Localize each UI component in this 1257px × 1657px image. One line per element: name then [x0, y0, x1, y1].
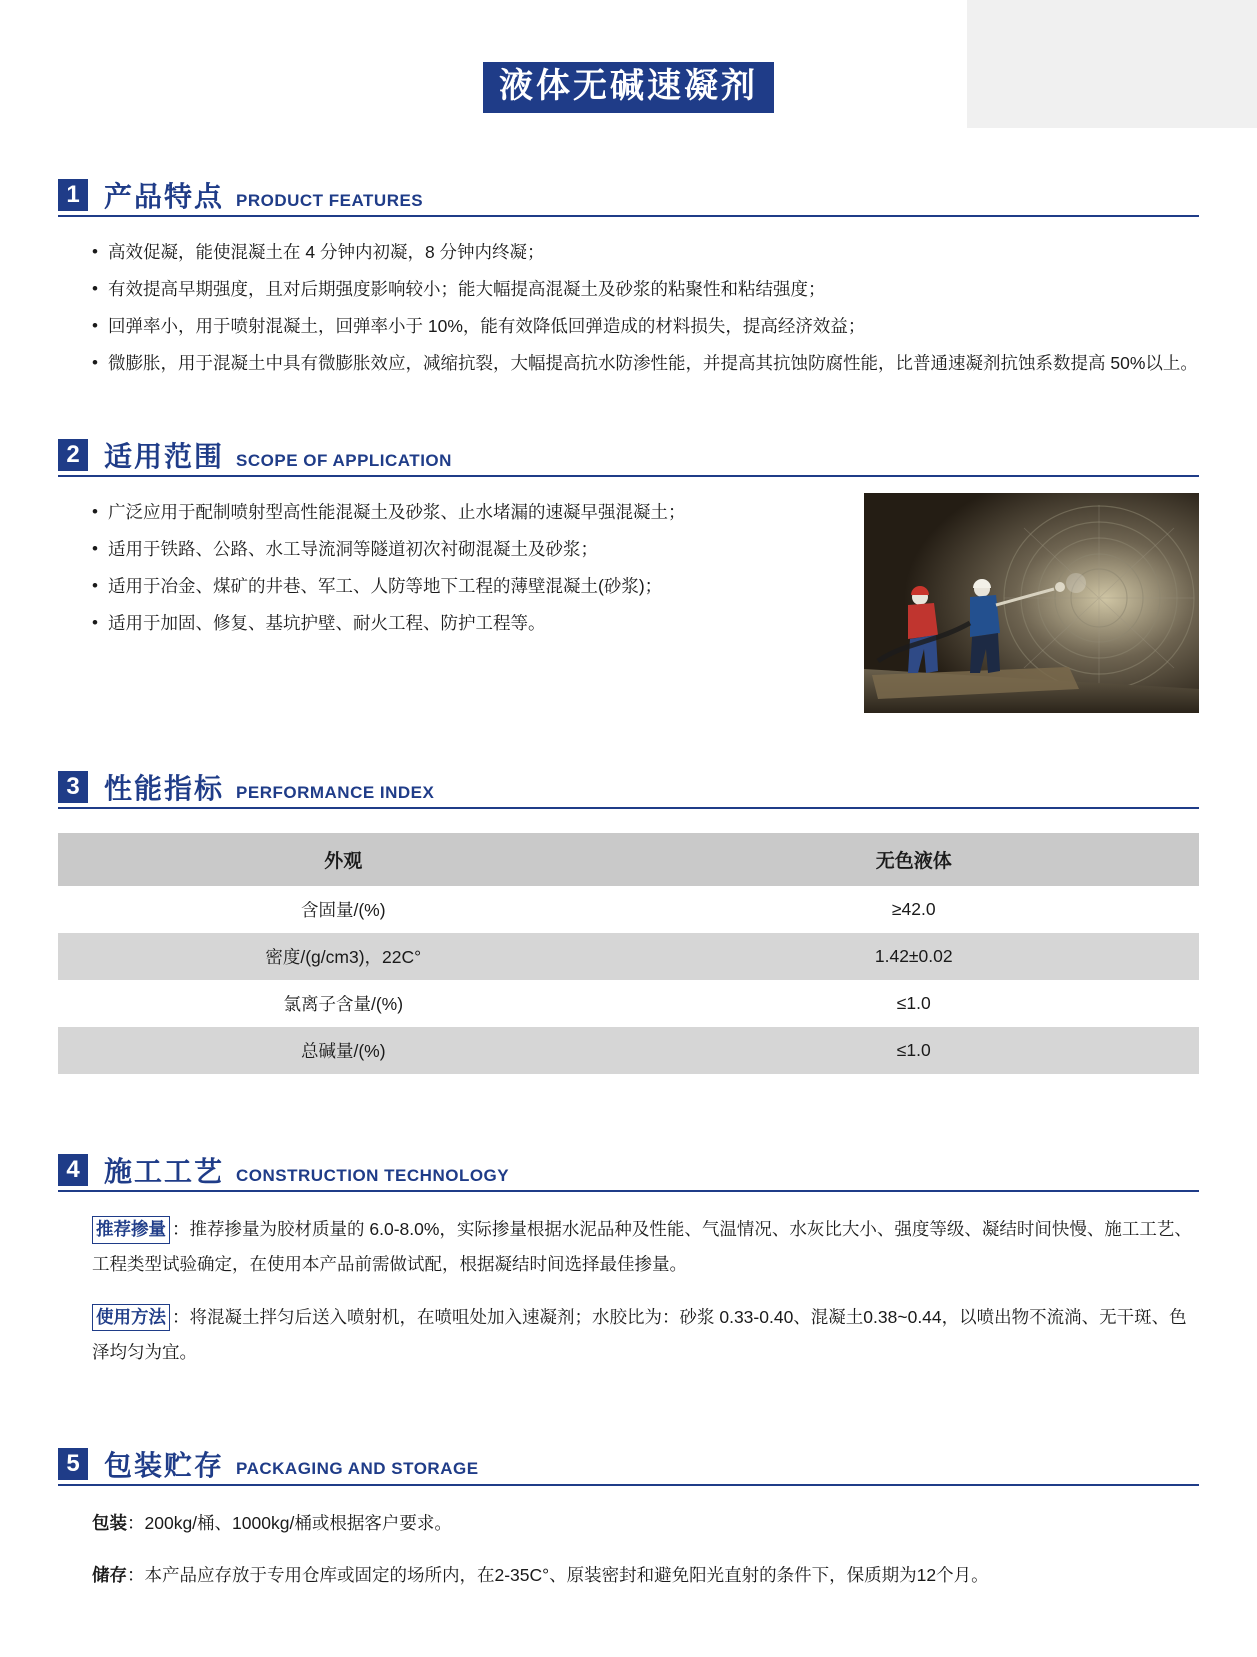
list-item: • 广泛应用于配制喷射型高性能混凝土及砂浆、止水堵漏的速凝早强混凝土；	[92, 495, 850, 530]
section-header	[58, 179, 1199, 217]
packaging-line	[92, 1506, 1199, 1541]
section-packaging-and-storage	[58, 1448, 1199, 1594]
table-header-item: 外观	[58, 833, 629, 886]
table-cell-item: 含固量/(%)	[58, 886, 629, 933]
table-cell-value: ≤1.0	[629, 1027, 1200, 1074]
section-number: 5	[58, 1448, 88, 1480]
page-bottom-spacer	[58, 1611, 1199, 1657]
storage-label: 储存	[92, 1565, 127, 1586]
dosage-paragraph	[92, 1212, 1199, 1282]
section-title-cn: 适用范围	[104, 441, 225, 473]
scope-list	[58, 495, 850, 643]
packaging-text: ：200kg/桶、1000kg/桶或根据客户要求。	[127, 1512, 452, 1533]
section-header	[58, 439, 1199, 477]
usage-tag: 使用方法	[92, 1304, 170, 1331]
dosage-text: ：推荐掺量为胶材质量的 6.0-8.0%，实际掺量根据水泥品种及性能、气温情况、水灰比大小、强度等级、凝结时间快慢、施工工艺、工程类型试验确定，在使用本产品前需做试配，根据凝结时间选择最佳掺量。	[92, 1219, 1192, 1275]
section-title-cn: 施工工艺	[104, 1156, 225, 1188]
title-area	[58, 0, 1199, 121]
table-row	[58, 1027, 1199, 1074]
section-header	[58, 771, 1199, 809]
list-item: • 适用于铁路、公路、水工导流洞等隧道初次衬砌混凝土及砂浆；	[92, 532, 850, 567]
section-title-en: PACKAGING AND STORAGE	[236, 1459, 479, 1479]
section-number: 2	[58, 439, 88, 471]
table-row	[58, 980, 1199, 1027]
table-cell-value: 1.42±0.02	[629, 933, 1200, 980]
section-construction-technology	[58, 1154, 1199, 1370]
table-header-row	[58, 833, 1199, 886]
section-title-en: SCOPE OF APPLICATION	[236, 450, 452, 470]
page-title: 液体无碱速凝剂	[483, 62, 774, 113]
usage-paragraph	[92, 1300, 1199, 1370]
construction-technology-body	[58, 1212, 1199, 1370]
list-item: • 有效提高早期强度，且对后期强度影响较小；能大幅提高混凝土及砂浆的粘聚性和粘结强度；	[92, 272, 1199, 307]
section-product-features	[58, 179, 1199, 381]
section-header	[58, 1154, 1199, 1192]
list-item: • 适用于加固、修复、基坑护壁、耐火工程、防护工程等。	[92, 606, 850, 641]
list-item: • 适用于冶金、煤矿的井巷、军工、人防等地下工程的薄壁混凝土(砂浆)；	[92, 569, 850, 604]
list-item: • 高效促凝，能使混凝土在 4 分钟内初凝，8 分钟内终凝；	[92, 235, 1199, 270]
packaging-body	[58, 1506, 1199, 1594]
list-item: • 回弹率小，用于喷射混凝土，回弹率小于 10%，能有效降低回弹造成的材料损失，提高经济效益；	[92, 309, 1199, 344]
section-number: 4	[58, 1154, 88, 1186]
table-cell-value: ≤1.0	[629, 980, 1200, 1027]
section-title-en: PERFORMANCE INDEX	[236, 782, 435, 802]
usage-text: ：将混凝土拌匀后送入喷射机，在喷咀处加入速凝剂；水胶比为：砂浆 0.33-0.40、混凝土0.38~0.44，以喷出物不流淌、无干斑、色泽均匀为宜。	[92, 1306, 1187, 1362]
section-title-en: CONSTRUCTION TECHNOLOGY	[236, 1165, 510, 1185]
section-title-cn: 包装贮存	[104, 1449, 225, 1481]
section-number: 3	[58, 771, 88, 803]
section-header	[58, 1448, 1199, 1486]
section-number: 1	[58, 179, 88, 211]
storage-text: ：本产品应存放于专用仓库或固定的场所内，在2-35C°、原装密封和避免阳光直射的条件下，保质期为12个月。	[127, 1565, 989, 1586]
table-cell-value: ≥42.0	[629, 886, 1200, 933]
table-cell-item: 总碱量/(%)	[58, 1027, 629, 1074]
section-title-cn: 性能指标	[104, 773, 225, 805]
product-features-list	[58, 235, 1199, 381]
packaging-label: 包装	[92, 1512, 127, 1533]
section-title-cn: 产品特点	[104, 181, 225, 213]
tunnel-construction-photo	[864, 493, 1199, 713]
scope-content-row	[58, 477, 1199, 713]
section-title-en: PRODUCT FEATURES	[236, 190, 424, 210]
dosage-tag: 推荐掺量	[92, 1216, 170, 1243]
storage-line	[92, 1558, 1199, 1593]
table-header-value: 无色液体	[629, 833, 1200, 886]
section-performance-index	[58, 771, 1199, 1074]
table-row	[58, 886, 1199, 933]
table-row	[58, 933, 1199, 980]
section-scope-of-application	[58, 439, 1199, 713]
table-cell-item: 氯离子含量/(%)	[58, 980, 629, 1027]
table-cell-item: 密度/(g/cm3)，22C°	[58, 933, 629, 980]
list-item: • 微膨胀，用于混凝土中具有微膨胀效应，减缩抗裂，大幅提高抗水防渗性能，并提高其抗蚀防腐性能，比普通速凝剂抗蚀系数提高 50%以上。	[92, 346, 1199, 381]
performance-index-table	[58, 833, 1199, 1074]
